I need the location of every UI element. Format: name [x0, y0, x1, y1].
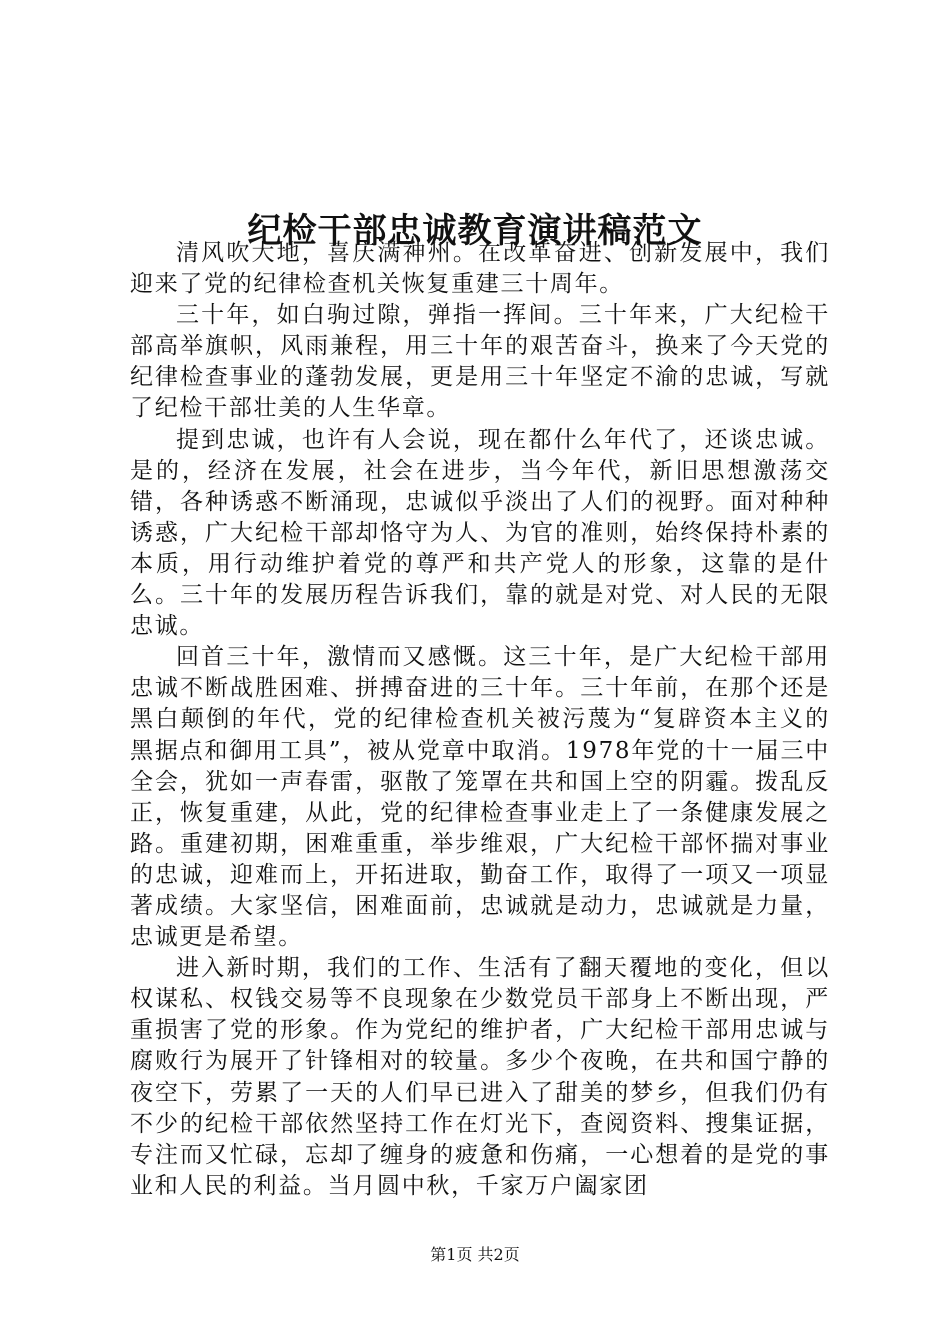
paragraph: 回首三十年，激情而又感慨。这三十年，是广大纪检干部用忠诚不断战胜困难、拼搏奋进的三十年。三十年前，在那个还是黑白颠倒的年代，党的纪律检查机关被污蔑为“复辟资本主义的黑据点和御用工具”，被从党章中取消。1978年党的十一届三中全会，犹如一声春雷，驱散了笼罩在共和国上空的阴霾。拨乱反正，恢复重建，从此，党的纪律检查事业走上了一条健康发展之路。重建初期，困难重重，举步维艰，广大纪检干部怀揣对事业的忠诚，迎难而上，开拓进取，勤奋工作，取得了一项又一项显著成绩。大家坚信，困难面前，忠诚就是动力，忠诚就是力量，忠诚更是希望。 — [130, 644, 830, 951]
paragraph: 三十年，如白驹过隙，弹指一挥间。三十年来，广大纪检干部高举旗帜，风雨兼程，用三十年的艰苦奋斗，换来了今天党的纪律检查事业的蓬勃发展，更是用三十年坚定不渝的忠诚，写就了纪检干部壮美的人生华章。 — [130, 302, 830, 422]
paragraph: 提到忠诚，也许有人会说，现在都什么年代了，还谈忠诚。是的，经济在发展，社会在进步，当今年代，新旧思想激荡交错，各种诱惑不断涌现，忠诚似乎淡出了人们的视野。面对种种诱惑，广大纪检干部却恪守为人、为官的准则，始终保持朴素的本质，用行动维护着党的尊严和共产党人的形象，这靠的是什么。三十年的发展历程告诉我们，靠的就是对党、对人民的无限忠诚。 — [130, 426, 830, 640]
page-number-footer: 第1页 共2页 — [430, 1245, 520, 1264]
document-title: 纪检干部忠诚教育演讲稿范文 — [247, 210, 703, 251]
paragraph: 进入新时期，我们的工作、生活有了翻天覆地的变化，但以权谋私、权钱交易等不良现象在少数党员干部身上不断出现，严重损害了党的形象。作为党纪的维护者，广大纪检干部用忠诚与腐败行为展开了针锋相对的较量。多少个夜晚，在共和国宁静的夜空下，劳累了一天的人们早已进入了甜美的梦乡，但我们仍有不少的纪检干部依然坚持工作在灯光下，查阅资料、搜集证据，专注而又忙碌，忘却了缠身的疲惫和伤痛，一心想着的是党的事业和人民的利益。当月圆中秋，千家万户阖家团 — [130, 955, 830, 1199]
paragraph: 清风吹大地，喜庆满神州。在改革奋进、创新发展中，我们迎来了党的纪律检查机关恢复重建三十周年。 — [130, 240, 830, 298]
document-body — [130, 238, 830, 1202]
